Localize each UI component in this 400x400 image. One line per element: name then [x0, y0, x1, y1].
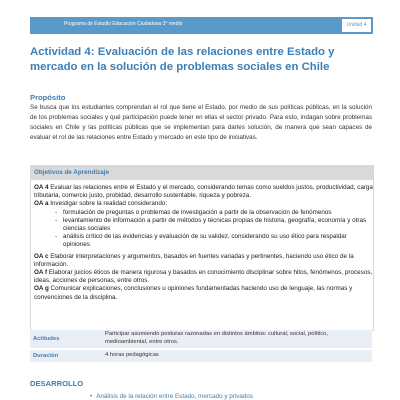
desarrollo-subheading-text: Análisis de la relación entre Estado, mercado y privados [96, 393, 254, 400]
oag-paragraph [34, 285, 373, 301]
oaf-text: Elaborar juicios éticos de manera rigurosa y basados en conocimiento disciplinar sobre hitos, fenómenos, procesos, ideas, acciones de personas, entre otros. [34, 269, 373, 285]
objetivos-header [31, 166, 373, 180]
list-item: - análisis crítico de las evidencias y evaluación de su validez, considerando su uso ético para respaldar opiniones [55, 233, 373, 249]
oag-text: Comunicar explicaciones, conclusiones u opiniones fundamentadas haciendo uso de lenguaje, las normas y convenciones de la disciplina. [34, 285, 353, 301]
oa4-paragraph [34, 184, 373, 200]
actitudes-label: Actitudes [33, 336, 60, 342]
oac-code: OA c [34, 252, 49, 260]
header-band [30, 17, 373, 34]
list-item: - formulación de preguntas o problemas de investigación a partir de la observación de fenómenos [55, 209, 373, 217]
desarrollo-heading: DESARROLLO [30, 379, 84, 388]
objetivos-heading: Objetivos de Aprendizaje [34, 169, 109, 176]
oac-text: Elaborar interpretaciones y argumentos, basados en fuentes variadas y pertinentes, haciendo uso ético de la información. [34, 252, 354, 268]
desarrollo-subheading [90, 393, 253, 400]
oa4-text: Evaluar las relaciones entre el Estado y el mercado, considerando temas como sueldos justos, productividad, carga tributaria, comercio justo, probidad, desarrollo sustentable, riqueza y pobreza. [34, 184, 373, 200]
objetivos-box [30, 165, 374, 331]
oaf-paragraph [34, 269, 373, 285]
oaf-code: OA f [34, 269, 48, 277]
duracion-value: 4 horas pedagógicas [105, 352, 159, 358]
proposito-text: Se busca que los estudiantes comprendan el rol que tiene el Estado, por medio de sus políticas públicas, en la solución de los problemas sociales y qué participación puede tener en ellas el sector privado. Para esto, indagan sobre problemas sociales en Chile y las políticas públicas que se implementan para darles solución, de manera que sean capaces de evaluar el rol de las relaciones entre Estado y mercado en este tipo de iniciativas. [30, 104, 372, 141]
unit-badge: Unidad 4 [342, 19, 371, 32]
activity-title: Actividad 4: Evaluación de las relaciones entre Estado y mercado en la solución de problemas sociales en Chile [30, 46, 335, 73]
bullet-icon: • [90, 393, 93, 400]
oaa-list [55, 209, 373, 250]
proposito-heading: Propósito [30, 93, 66, 102]
actitudes-row [30, 330, 372, 348]
oaa-code: OA a [34, 200, 49, 208]
actitudes-value: Participar asumiendo posturas razonadas en distintos ámbitos: cultural, social, político, medioambiental, entre otros. [105, 331, 328, 345]
oag-code: OA g [34, 285, 49, 293]
oaa-paragraph [34, 200, 373, 208]
oaa-text: Investigar sobre la realidad considerando: [48, 200, 168, 208]
objetivos-body [31, 184, 373, 302]
list-item: - levantamiento de información a partir de métodos y técnicas propias de historia, geografía, economía y otras ciencias sociales [55, 217, 373, 233]
program-name: Programa de Estudio Educación Ciudadana 3° medio [64, 21, 183, 27]
oa4-code: OA 4 [34, 184, 49, 191]
oac-paragraph [34, 253, 373, 269]
duracion-row [30, 350, 372, 362]
duracion-label: Duración [33, 353, 59, 359]
